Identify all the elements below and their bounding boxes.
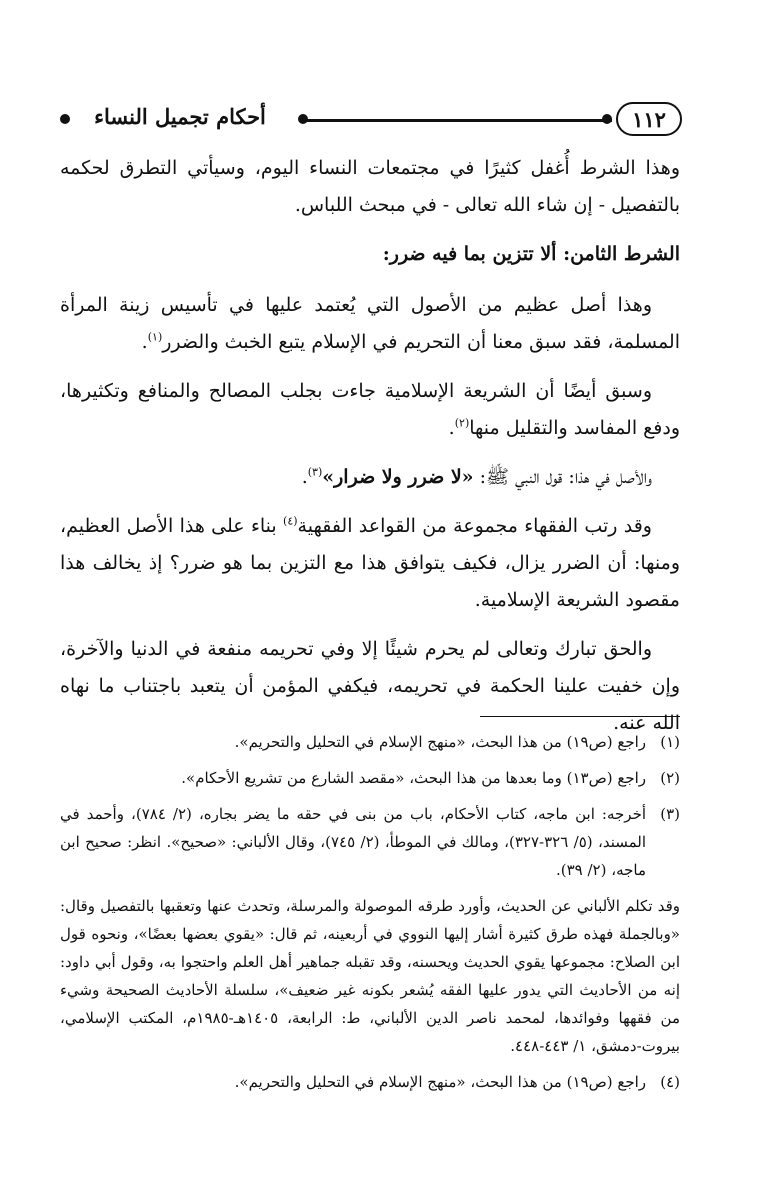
paragraph-text: وهذا أصل عظيم من الأصول التي يُعتمد عليها في تأسيس زينة المرأة المسلمة، فقد سبق معنا أن التحريم في الإسلام يتبع الخبث والضرر xyxy=(60,294,680,353)
paragraph xyxy=(60,373,680,447)
page-number-badge: ١١٢ xyxy=(616,102,682,136)
punctuation: . xyxy=(301,466,308,488)
footnote-separator xyxy=(480,716,680,717)
page-header xyxy=(58,100,682,140)
header-rule xyxy=(306,119,612,122)
footnote xyxy=(60,728,680,756)
paragraph: وهذا الشرط أُغفل كثيرًا في مجتمعات النساء اليوم، وسيأتي التطرق لحكمه بالتفصيل - إن شاء الله تعالى - في مبحث اللباس. xyxy=(60,157,680,216)
footnote-ref: (٣) xyxy=(307,465,323,479)
paragraph xyxy=(60,508,680,619)
footnote xyxy=(60,764,680,792)
paragraph-text: وسبق أيضًا أن الشريعة الإسلامية جاءت بجلب المصالح والمنافع وتكثيرها، ودفع المفاسد والتقليل منها xyxy=(60,380,680,439)
footnote-text: أخرجه: ابن ماجه، كتاب الأحكام، باب من بنى في حقه ما يضر بجاره، (٢/ ٧٨٤)، وأحمد في المسند، (٥/ ٣٢٦-٣٢٧)، ومالك في الموطأ، (٢/ ٧٤٥)، وقال الألباني: «صحيح». انظر: صحيح ابن ماجه، (٢/ ٣٩). xyxy=(60,805,647,879)
footnote-number: (١) xyxy=(660,733,680,751)
footnote-text: راجع (ص١٩) من هذا البحث، «منهج الإسلام في التحليل والتحريم». xyxy=(234,733,646,751)
paragraph-text: وقد رتب الفقهاء مجموعة من القواعد الفقهية xyxy=(297,515,652,537)
running-title: أحكام تجميل النساء xyxy=(94,104,266,129)
footnote-ref: (٢) xyxy=(454,416,470,430)
paragraph xyxy=(60,287,680,361)
footnote-number: (٤) xyxy=(660,1073,680,1091)
hadith-quote: «لا ضرر ولا ضرار» xyxy=(322,466,474,488)
ornament-dot xyxy=(602,114,612,124)
main-text xyxy=(60,150,680,754)
footnote-ref: (١) xyxy=(147,330,163,344)
paragraph xyxy=(60,459,680,496)
footnote-ref: (٤) xyxy=(283,514,298,528)
paragraph-text: والأصل في هذا: قول النبي ﷺ: xyxy=(473,466,652,488)
paragraph: والحق تبارك وتعالى لم يحرم شيئًا إلا وفي تحريمه منفعة في الدنيا والآخرة، وإن خفيت علينا الحكمة في تحريمه، فيكفي المؤمن أن يتعبد باجتناب ما نهاه الله عنه. xyxy=(60,638,680,734)
punctuation: . xyxy=(448,417,455,439)
footnote-text: راجع (ص١٣) وما بعدها من هذا البحث، «مقصد الشارع من تشريع الأحكام». xyxy=(181,769,646,787)
paragraph-text: بناء على هذا الأصل العظيم، ومنها: أن الضرر يزال، فكيف يتوافق هذا مع التزين بما هو ضرر؟ إذ يخالف هذا مقصود الشريعة الإسلامية. xyxy=(60,515,680,611)
punctuation: . xyxy=(141,331,148,353)
footnote-number: (٣) xyxy=(660,805,680,823)
ornament-dot xyxy=(60,114,70,124)
footnote-text: راجع (ص١٩) من هذا البحث، «منهج الإسلام في التحليل والتحريم». xyxy=(234,1073,646,1091)
ornament-dot xyxy=(298,114,308,124)
footnote-number: (٢) xyxy=(660,769,680,787)
footnotes xyxy=(60,728,680,1104)
footnote xyxy=(60,1068,680,1096)
footnote-continuation: وقد تكلم الألباني عن الحديث، وأورد طرقه الموصولة والمرسلة، وتحدث عنها وتعقبها بالتفصيل وقال: «وبالجملة فهذه طرق كثيرة أشار إليها النووي في أربعينه، ثم قال: «يقوي بعضها بعضًا»، ونحوه قول ابن الصلاح: مجموعها يقوي الحديث ويحسنه، وقد تقبله جماهير أهل العلم واحتجوا به، وقول أبي داود: إنه من الأحاديث التي يدور عليها الفقه يُشعر بكونه غير ضعيف»، سلسلة الأحاديث الصحيحة وشيء من فقهها وفوائدها، لمحمد ناصر الدين الألباني، ط: الرابعة، ١٤٠٥هـ-١٩٨٥م، المكتب الإسلامي، بيروت-دمشق، ١/ ٤٤٣-٤٤٨. xyxy=(60,897,680,1055)
footnote xyxy=(60,800,680,884)
section-heading: الشرط الثامن: ألا تتزين بما فيه ضرر: xyxy=(382,243,680,265)
